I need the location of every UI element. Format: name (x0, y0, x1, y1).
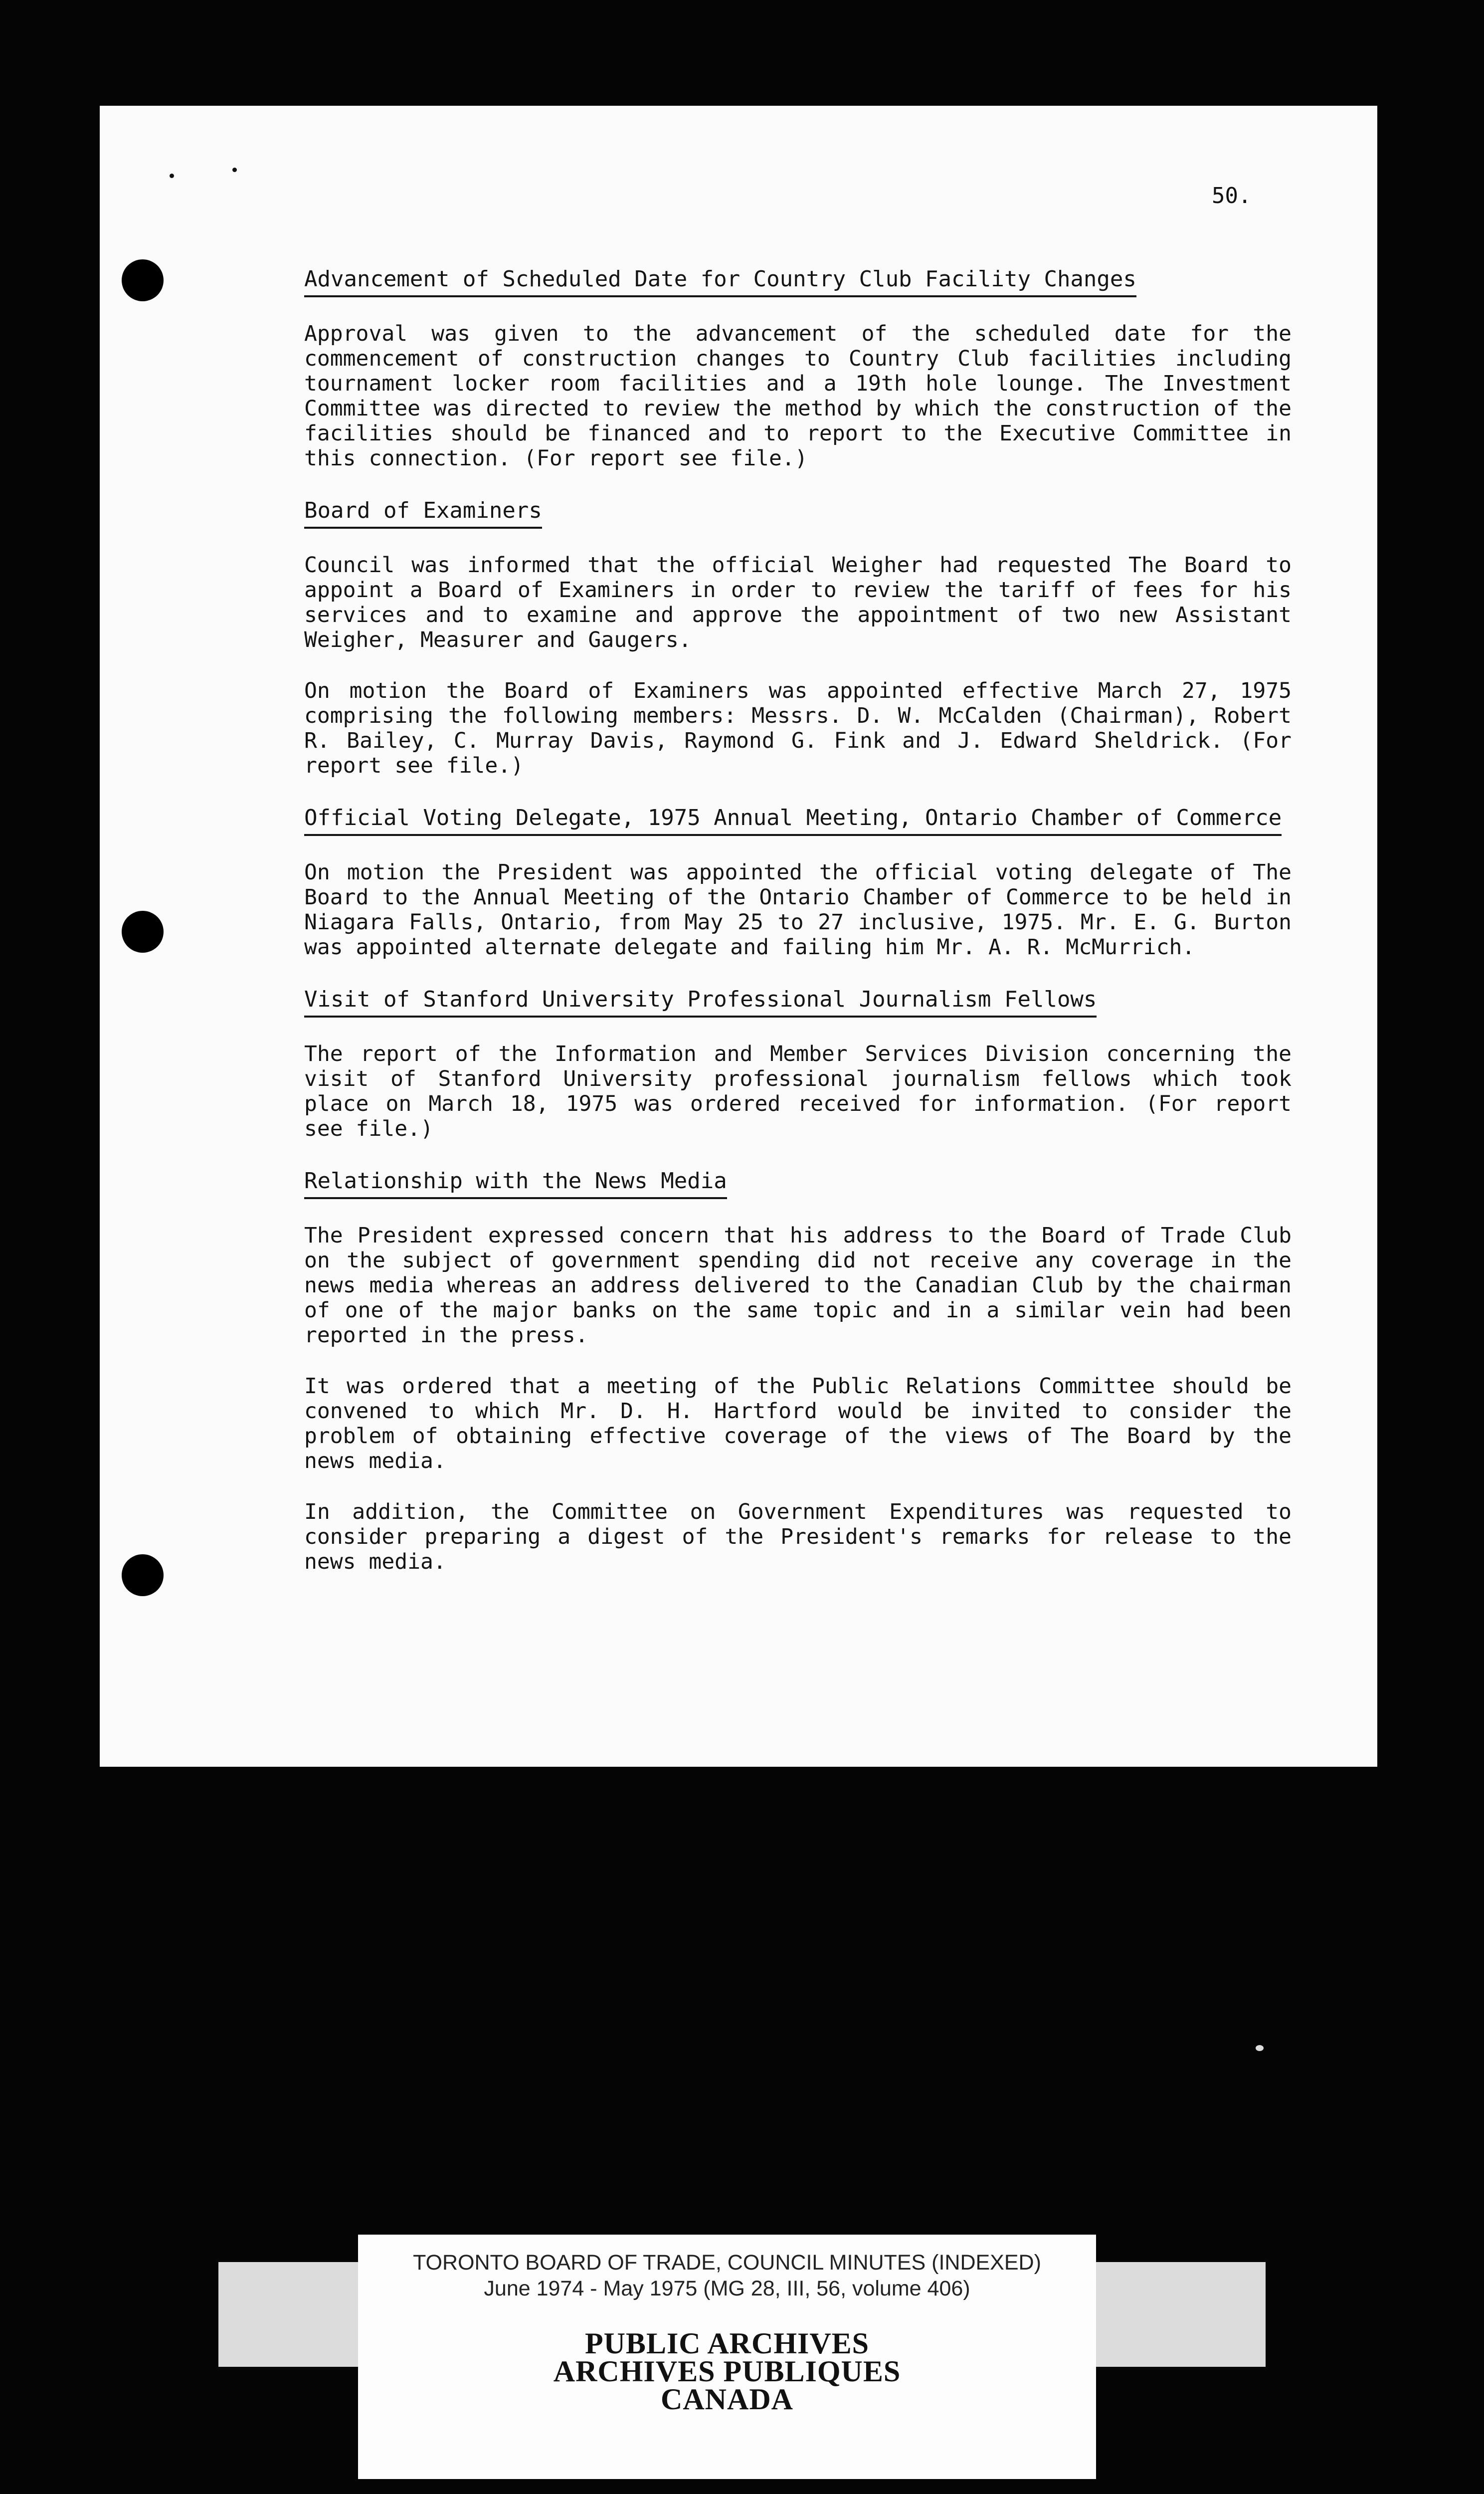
stamp-line: PUBLIC ARCHIVES (584, 2327, 870, 2360)
stamp-line: CANADA (661, 2383, 793, 2416)
speck-mark (232, 168, 237, 172)
section-paragraph: In addition, the Committee on Government Expenditures was requested to consider preparing a digest of the President's remarks for release to the news media. (304, 1499, 1292, 1574)
section-voting-delegate (304, 804, 1371, 960)
film-speck (1256, 2045, 1264, 2051)
section-heading: Visit of Stanford University Professional Journalism Fellows (304, 986, 1097, 1018)
section-heading: Official Voting Delegate, 1975 Annual Meeting, Ontario Chamber of Commerce (304, 804, 1282, 836)
archive-title-line: TORONTO BOARD OF TRADE, COUNCIL MINUTES (INDEXED) (413, 2251, 1041, 2275)
section-heading: Advancement of Scheduled Date for Country Club Facility Changes (304, 265, 1136, 297)
section-heading: Relationship with the News Media (304, 1167, 727, 1199)
page-number: 50. (1212, 183, 1252, 208)
archive-reference-line: June 1974 - May 1975 (MG 28, III, 56, volume 406) (484, 2277, 970, 2300)
speck-mark (170, 174, 174, 178)
section-news-media (304, 1167, 1371, 1574)
punch-hole-middle (122, 911, 164, 953)
archive-label (358, 2235, 1096, 2479)
minutes-body (304, 265, 1371, 1600)
section-paragraph: Approval was given to the advancement of the scheduled date for the commencement of construction changes to Country Club facilities including tournament locker room facilities and a 19th hole lounge. The Investment Committee was directed to review the method by which the construction of the facilities should be financed and to report to the Executive Committee in this connection. (For report see file.) (304, 321, 1292, 471)
section-paragraph: The President expressed concern that his address to the Board of Trade Club on the subject of government spending did not receive any coverage in the news media whereas an address delivered to the Canadian Club by the chairman of one of the major banks on the same topic and in a similar vein had been reported in the press. (304, 1223, 1292, 1348)
section-heading: Board of Examiners (304, 497, 542, 529)
section-paragraph: On motion the Board of Examiners was appointed effective March 27, 1975 comprising the following members: Messrs. D. W. McCalden (Chairman), Robert R. Bailey, C. Murray Davis, Raymond G. Fink and J. Edward Sheldrick. (For report see file.) (304, 678, 1292, 778)
stamp-line: ARCHIVES PUBLIQUES (553, 2355, 901, 2388)
section-paragraph: On motion the President was appointed the official voting delegate of The Board to the Annual Meeting of the Ontario Chamber of Commerce to be held in Niagara Falls, Ontario, from May 25 to 27 inclusive, 1975. Mr. E. G. Burton was appointed alternate delegate and failing him Mr. A. R. McMurrich. (304, 860, 1292, 960)
document-page (100, 106, 1377, 1767)
section-board-of-examiners (304, 497, 1371, 778)
section-paragraph: The report of the Information and Member Services Division concerning the visit of Stanford University professional journalism fellows which took place on March 18, 1975 was ordered received for information. (For report see file.) (304, 1041, 1292, 1141)
section-country-club (304, 265, 1371, 471)
public-archives-stamp (358, 2327, 1096, 2416)
section-paragraph: It was ordered that a meeting of the Public Relations Committee should be convened to which Mr. D. H. Hartford would be invited to consider the problem of obtaining effective coverage of the views of The Board by the news media. (304, 1374, 1292, 1473)
section-paragraph: Council was informed that the official Weigher had requested The Board to appoint a Board of Examiners in order to review the tariff of fees for his services and to examine and approve the appointment of two new Assistant Weigher, Measurer and Gaugers. (304, 553, 1292, 652)
punch-hole-top (122, 259, 164, 301)
section-stanford-visit (304, 986, 1371, 1141)
punch-hole-bottom (122, 1554, 164, 1596)
